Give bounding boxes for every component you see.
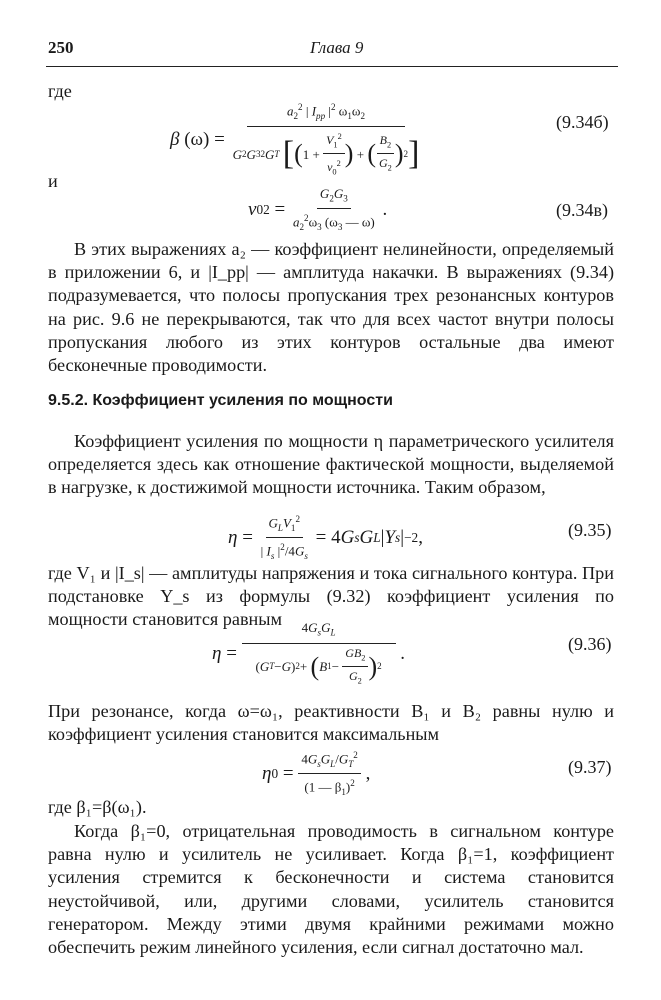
label-where: где (48, 81, 72, 101)
equation-9-36: η = $4G_sG_L$ ( G T − G ) 2 + ( B 1 − $\frac{GB_2}{G_2}$ ) 2 . (212, 620, 406, 686)
equation-number-9-34v: (9.34в) (556, 200, 608, 220)
section-heading: 9.5.2. Коэффициент усиления по мощности (48, 392, 393, 409)
equation-9-35: η = $\frac{G_LV_1^2}{| I_s |^2/4G_s}$ = 4 G s G L | Y s | −2 , (228, 514, 423, 561)
page-number: 250 (48, 38, 74, 57)
equation-number-9-34b: (9.34б) (556, 112, 609, 132)
equation-9-34b: β (ω) = $a_2^2$ | $I_{pp}$ $|^2$ $\omega_1\omega_2$ G 2 G 3 2 G T [ ( 1 + $\frac{V_1^2}{v_0^2}$ ) + ( $\frac{B_2}{G_2}$ ) 2 ] (170, 102, 420, 177)
equation-number-9-36: (9.36) (568, 634, 612, 654)
paragraph-5: где β₁=β(ω₁). (48, 797, 147, 817)
header-rule (46, 66, 618, 67)
running-header: Глава 9 (310, 38, 364, 57)
paragraph-4: При резонансе, когда ω=ω₁, реактивности B₁ и B₂ равны нулю и коэффициент усиления становится максимальным (48, 701, 614, 745)
paragraph-1: В этих выражениях a₂ — коэффициент нелинейности, определяемый в приложении 6, и |I_pp| — амплитуда накачки. В выражениях (9.34) подразумевается, что полосы пропускания трех резонансных контуров на рис. 9.6 не перекрываются, так что для всех частот внутри полосы пропускания любого из этих контуров остальные два имеют бесконечные проводимости. (48, 239, 614, 376)
paragraph-3: где V₁ и |I_s| — амплитуды напряжения и тока сигнального контура. При подстановке Y_s из формулы (9.32) коэффициент усиления по мощности становится равным (48, 563, 614, 630)
equation-9-34v: v 0 2 = $\frac{G_2G_3}{a_2^2\omega_3 (\omega_3 — \omega)}$ . (248, 186, 388, 232)
label-and: и (48, 171, 58, 191)
equation-number-9-35: (9.35) (568, 520, 612, 540)
paragraph-6: Когда β₁=0, отрицательная проводимость в сигнальном контуре равна нулю и усилитель не усиливает. Когда β₁=1, коэффициент усиления стремится к бесконечности и система становится неустойчивой, или, другими словами, усилитель становится генератором. Между этими двумя крайними режимами можно обеспечить режим линейного усиления, если сигнал достаточно мал. (48, 821, 614, 958)
equation-number-9-37: (9.37) (568, 757, 612, 777)
equation-9-37: η 0 = $\frac{4G_sG_L/G_T^2}{(1 — \beta_1)^2}$ , (262, 750, 371, 797)
paragraph-2: Коэффициент усиления по мощности η параметрического усилителя определяется здесь как отношение фактической мощности, выделяемой в нагрузке, к достижимой мощности источника. Таким образом, (48, 431, 614, 498)
